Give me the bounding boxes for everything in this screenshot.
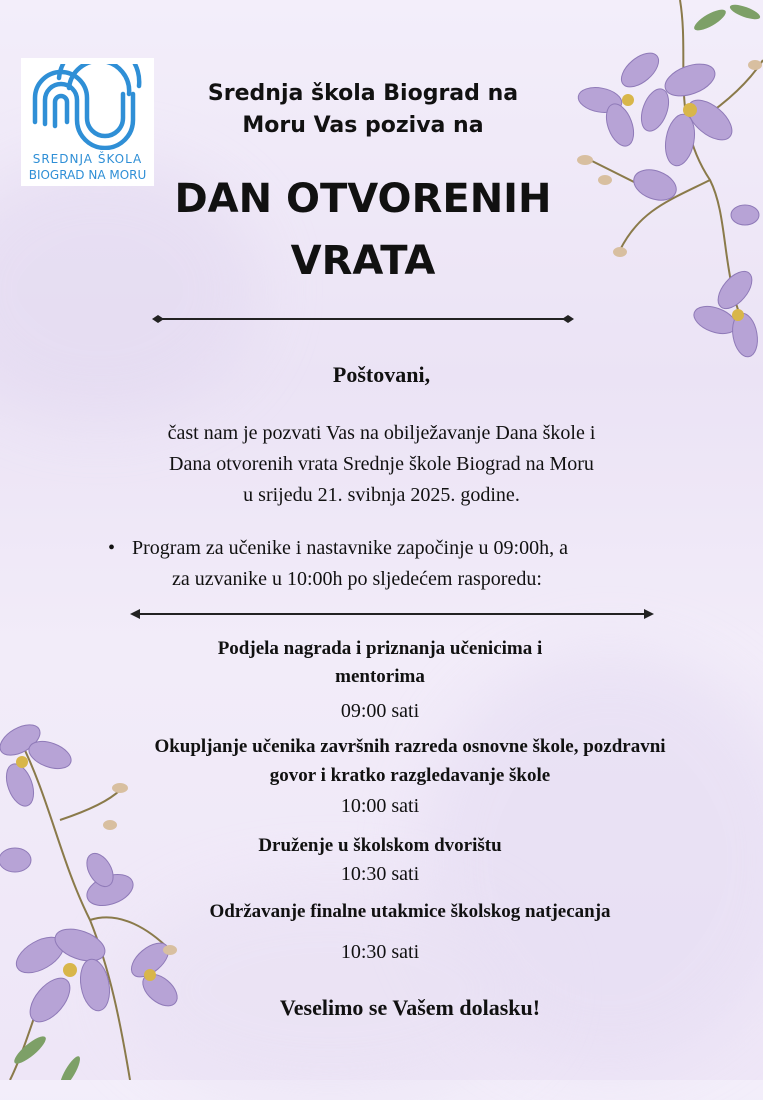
- title-line-1: DAN OTVORENIH: [174, 176, 552, 222]
- divider-diamond-line: [150, 312, 576, 326]
- schedule-item-4-time: 10:30 sati: [340, 941, 420, 963]
- invitation-text: [60, 418, 703, 511]
- schedule-item-2-title-line-2: govor i kratko razgledavanje škole: [269, 765, 551, 786]
- page-title: [140, 168, 586, 292]
- program-note-line-2: za uzvanike u 10:00h po sljedećem rasporedu:: [172, 568, 542, 590]
- schedule-item-1-title-line-2: mentorima: [335, 666, 425, 687]
- bullet-icon: •: [108, 537, 116, 559]
- intro-heading: [160, 78, 566, 142]
- invitation-line-2: Dana otvorenih vrata Srednje škole Biograd na Moru: [169, 453, 594, 475]
- logo-line1: SREDNJA ŠKOLA: [32, 152, 143, 166]
- greeting: Poštovani,: [332, 362, 431, 387]
- school-logo: [21, 58, 154, 186]
- intro-line-2: Moru Vas poziva na: [242, 113, 484, 138]
- schedule-item-3-title: Druženje u školskom dvorištu: [258, 835, 502, 856]
- schedule-item-1-title-line-1: Podjela nagrada i priznanja učenicima i: [217, 638, 543, 659]
- schedule-item-1-time: 09:00 sati: [340, 700, 420, 722]
- title-line-2: VRATA: [290, 238, 436, 284]
- flower-decoration-top-right-icon: [560, 0, 763, 380]
- schedule-item-1-title: [120, 635, 640, 691]
- logo-line2: BIOGRAD NA MORU: [28, 168, 147, 182]
- program-note: [108, 533, 708, 595]
- invitation-line-3: u srijedu 21. svibnja 2025. godine.: [243, 484, 520, 506]
- divider-arrow-line: [128, 606, 656, 622]
- program-note-line-1: Program za učenike i nastavnike započinje u 09:00h, a: [132, 537, 568, 559]
- closing-text: Veselimo se Vašem dolasku!: [279, 995, 541, 1020]
- schedule-item-4-title: Održavanje finalne utakmice školskog natjecanja: [209, 901, 611, 922]
- logo-mark-icon: [29, 64, 146, 150]
- schedule-item-2-time: 10:00 sati: [340, 795, 420, 817]
- invitation-line-1: čast nam je pozvati Vas na obilježavanje Dana škole i: [167, 422, 596, 444]
- schedule-item-2-title-line-1: Okupljanje učenika završnih razreda osnovne škole, pozdravni: [154, 736, 666, 757]
- schedule-item-3-time: 10:30 sati: [340, 863, 420, 885]
- schedule-item-2-title: [100, 732, 720, 790]
- intro-line-1: Srednja škola Biograd na: [207, 81, 519, 106]
